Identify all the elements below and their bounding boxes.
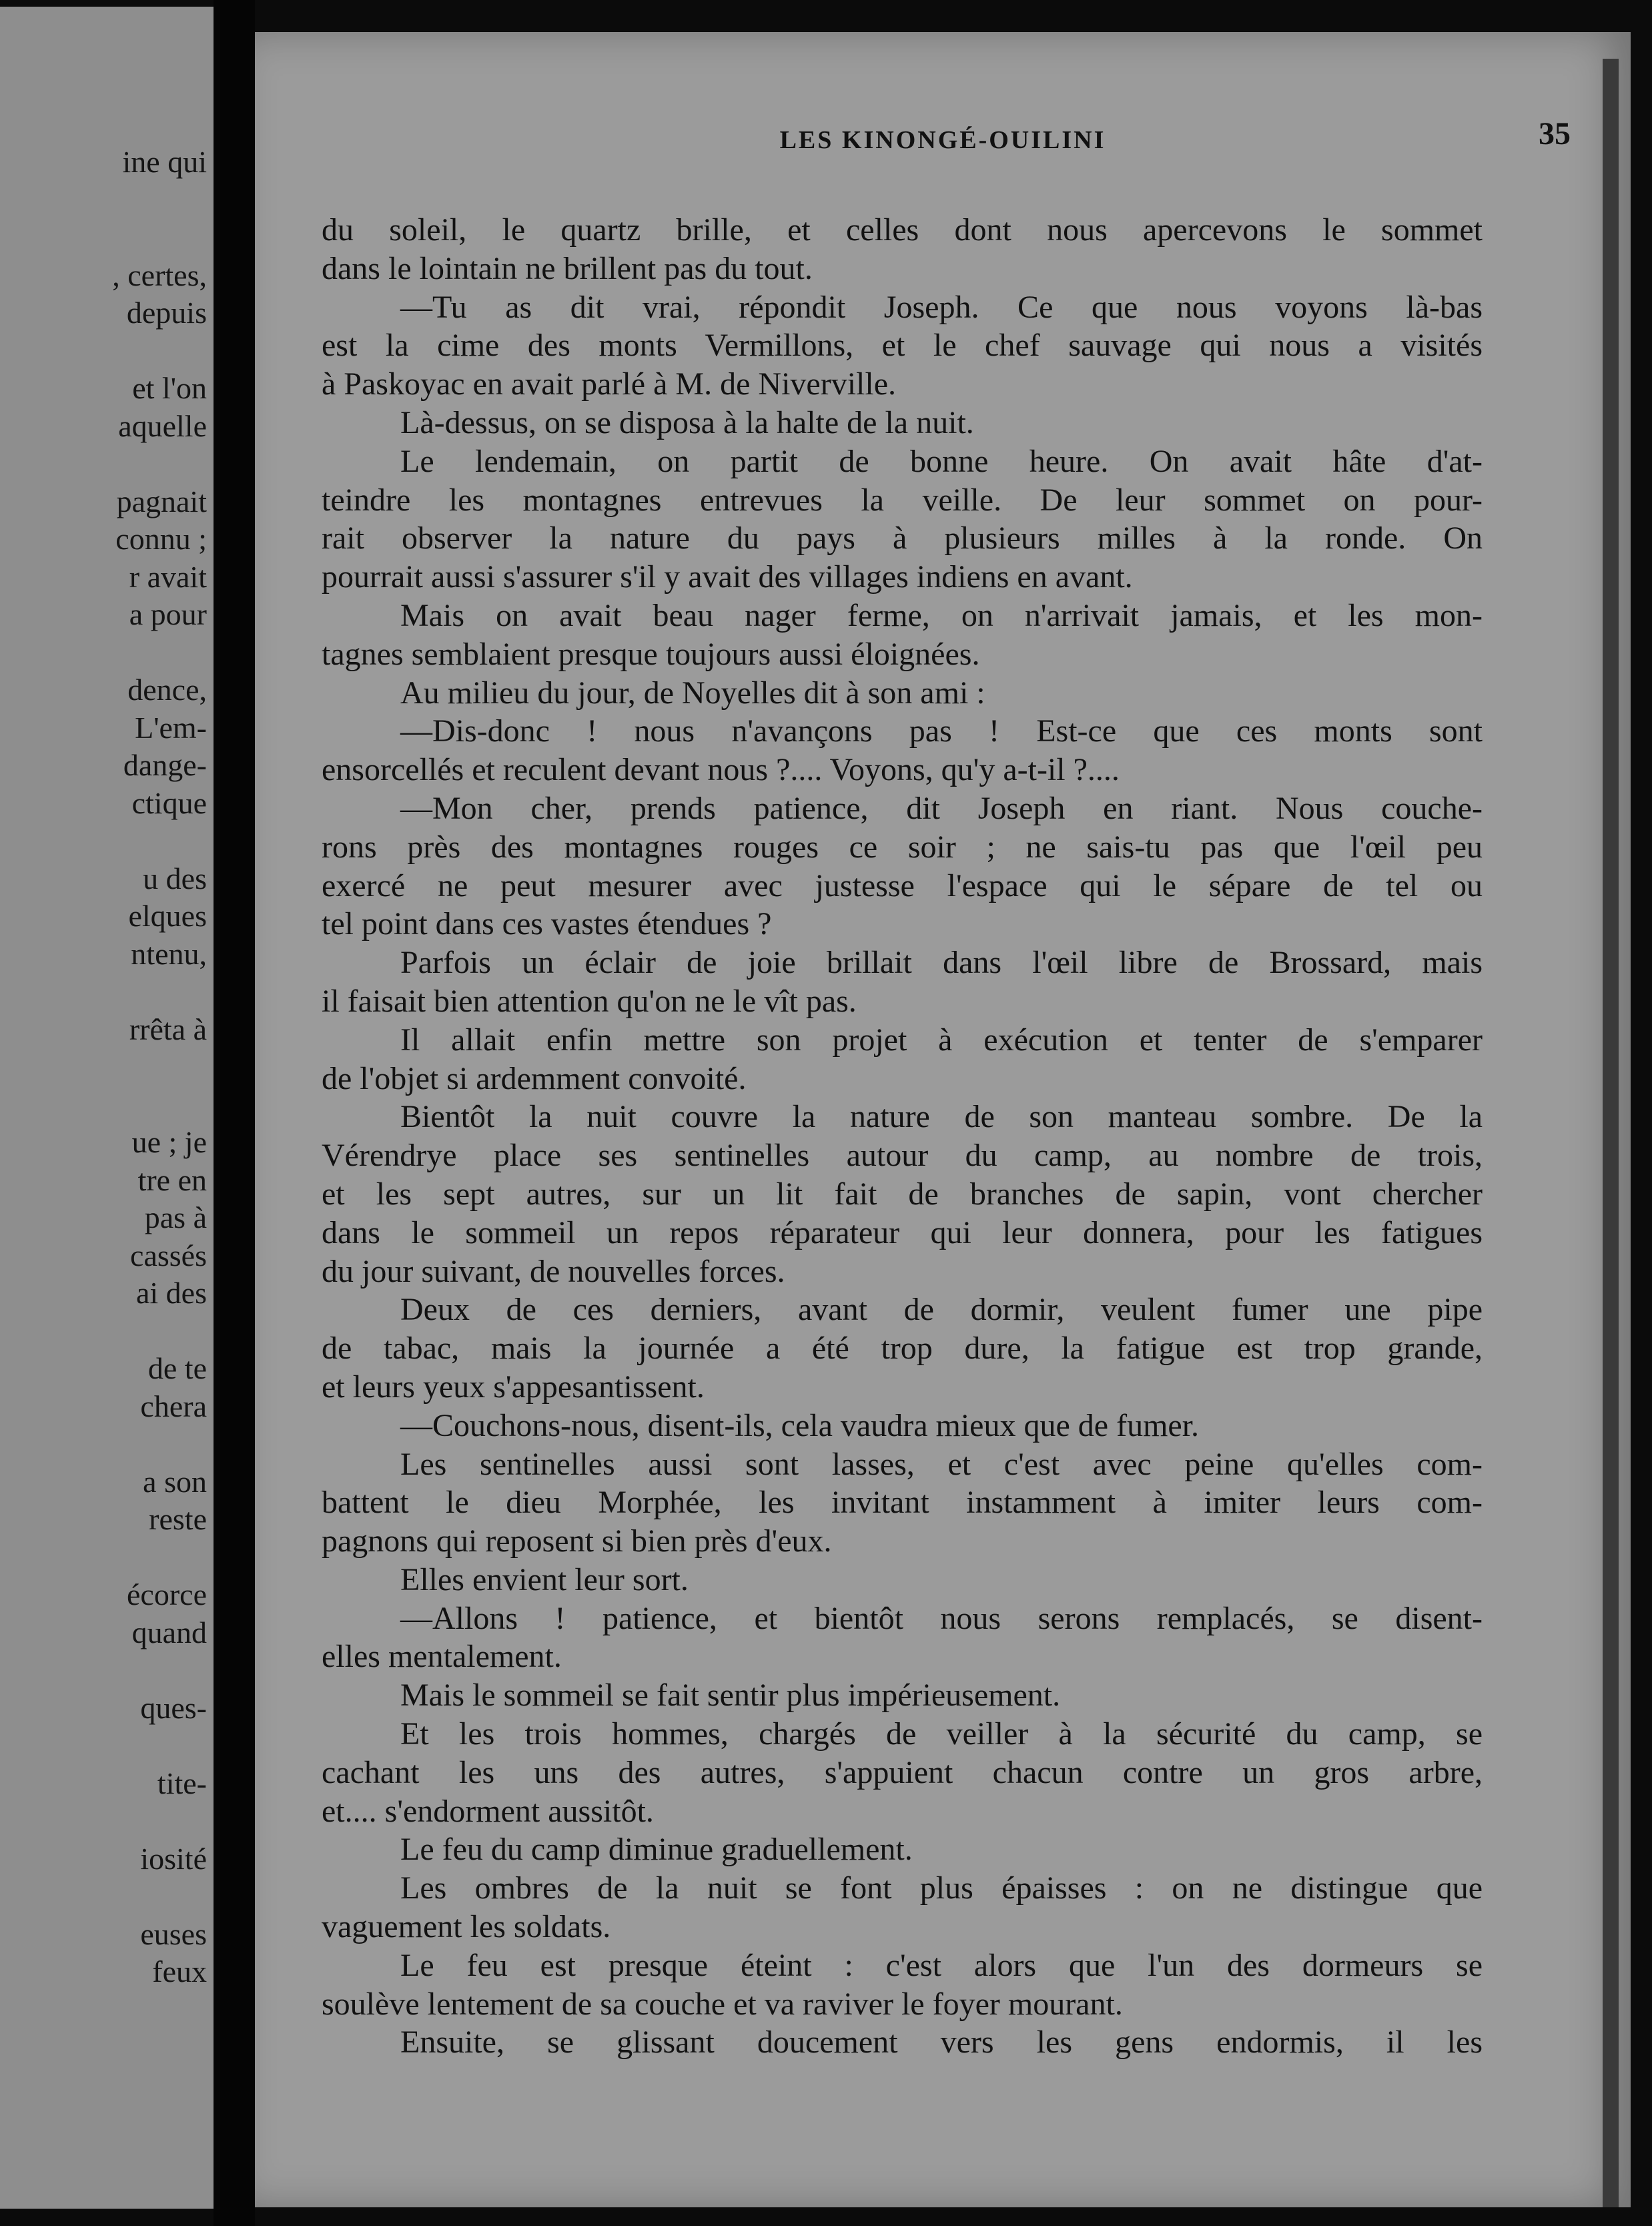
text-line: du soleil, le quartz brille, et celles dont nous apercevons le sommet: [322, 212, 1483, 248]
text-line: —Couchons-nous, disent-ils, cela vaudra mieux que de fumer.: [400, 1407, 1200, 1443]
facing-page-line: ai des: [135, 1276, 207, 1310]
text-line: de l'objet si ardemment convoité.: [322, 1060, 747, 1096]
facing-page-line: elques: [128, 899, 207, 933]
body-text: [322, 211, 1483, 2062]
book-gutter: [214, 0, 255, 2226]
facing-page-line: rrêta à: [129, 1012, 207, 1046]
facing-page-line: tre en: [137, 1162, 207, 1197]
text-line: Vérendrye place ses sentinelles autour du camp, au nombre de trois,: [322, 1138, 1483, 1174]
facing-page-line: reste: [149, 1502, 207, 1536]
text-line: pagnons qui reposent si bien près d'eux.: [322, 1523, 832, 1559]
text-line: Elles envient leur sort.: [400, 1561, 689, 1597]
facing-page-line: tite-: [157, 1766, 207, 1800]
text-line: Les ombres de la nuit se font plus épaisses : on ne distingue que: [400, 1870, 1483, 1906]
facing-page-line: ques-: [140, 1690, 207, 1725]
facing-page-line: écorce: [127, 1577, 207, 1611]
text-line: Il allait enfin mettre son projet à exécution et tenter de s'emparer: [400, 1022, 1483, 1058]
text-line: du jour suivant, de nouvelles forces.: [322, 1253, 785, 1289]
facing-page-line: cassés: [130, 1238, 207, 1272]
text-line: il faisait bien attention qu'on ne le vît pas.: [322, 983, 857, 1019]
text-line: Au milieu du jour, de Noyelles dit à son ami :: [400, 675, 985, 711]
text-line: est la cime des monts Vermillons, et le chef sauvage qui nous a visités: [322, 328, 1483, 364]
text-line: de tabac, mais la journée a été trop dure, la fatigue est trop grande,: [322, 1331, 1483, 1367]
text-line: ensorcellés et reculent devant nous ?.... Voyons, qu'y a-t-il ?....: [322, 752, 1120, 788]
facing-page-line: ntenu,: [131, 936, 207, 971]
facing-page-line: euses: [140, 1916, 207, 1951]
text-line: exercé ne peut mesurer avec justesse l'espace qui le sépare de tel ou: [322, 867, 1483, 903]
facing-page-line: depuis: [126, 296, 207, 330]
text-line: et les sept autres, sur un lit fait de branches de sapin, vont chercher: [322, 1176, 1483, 1212]
facing-page-line: quand: [131, 1615, 207, 1649]
facing-page-line: ine qui: [122, 145, 207, 179]
text-line: vaguement les soldats.: [322, 1909, 611, 1945]
text-line: rait observer la nature du pays à plusieurs milles à la ronde. On: [322, 520, 1483, 556]
text-line: Le feu du camp diminue graduellement.: [400, 1832, 913, 1868]
facing-page-line: feux: [152, 1954, 207, 1988]
text-line: cachant les uns des autres, s'appuient chacun contre un gros arbre,: [322, 1754, 1483, 1790]
text-line: —Tu as dit vrai, répondit Joseph. Ce que nous voyons là-bas: [400, 289, 1483, 325]
facing-page-fragment: [0, 7, 214, 2209]
text-line: Le feu est presque éteint : c'est alors que l'un des dormeurs se: [400, 1947, 1483, 1983]
facing-page-line: L'em-: [135, 710, 207, 745]
text-line: battent le dieu Morphée, les invitant instamment à imiter leurs com-: [322, 1485, 1483, 1521]
text-line: teindre les montagnes entrevues la veille. De leur sommet on pour-: [322, 482, 1483, 518]
facing-page-line: u des: [143, 861, 207, 895]
facing-page-line: dence,: [127, 673, 207, 707]
facing-page-line: iosité: [140, 1841, 207, 1876]
text-line: et.... s'endorment aussitôt.: [322, 1793, 654, 1829]
text-line: Le lendemain, on partit de bonne heure. On avait hâte d'at-: [400, 443, 1483, 479]
text-line: Parfois un éclair de joie brillait dans l'œil libre de Brossard, mais: [400, 945, 1483, 981]
text-line: tagnes semblaient presque toujours aussi éloignées.: [322, 636, 980, 672]
text-line: rons près des montagnes rouges ce soir ; ne sais-tu pas que l'œil peu: [322, 829, 1483, 865]
facing-page-line: pas à: [144, 1200, 207, 1234]
running-head: LES KINONGÉ-OUILINI: [779, 126, 1106, 154]
facing-page-line: aquelle: [118, 408, 207, 443]
facing-page-line: dange-: [123, 748, 207, 782]
facing-page-line: pagnait: [116, 484, 207, 518]
text-line: tel point dans ces vastes étendues ?: [322, 906, 772, 942]
facing-page-line: a son: [143, 1464, 207, 1499]
facing-page-line: chera: [140, 1389, 207, 1423]
facing-page-line: et l'on: [132, 371, 207, 405]
facing-page-line: connu ;: [115, 522, 207, 556]
facing-page-line: ue ; je: [131, 1125, 207, 1159]
text-line: dans le sommeil un repos réparateur qui leur donnera, pour les fatigues: [322, 1214, 1483, 1250]
text-line: soulève lentement de sa couche et va raviver le foyer mourant.: [322, 1986, 1123, 2022]
text-line: à Paskoyac en avait parlé à M. de Niverville.: [322, 366, 896, 402]
page-edge-shadow: [1603, 59, 1619, 2207]
book-page: [255, 32, 1631, 2207]
facing-page-line: de te: [147, 1351, 207, 1385]
facing-page-line: ctique: [131, 785, 207, 820]
text-line: —Dis-donc ! nous n'avançons pas ! Est-ce que ces monts sont: [400, 713, 1483, 749]
facing-page-line: , certes,: [112, 258, 207, 292]
text-line: —Mon cher, prends patience, dit Joseph en riant. Nous couche-: [400, 790, 1483, 826]
facing-page-line: a pour: [129, 597, 207, 631]
text-line: et leurs yeux s'appesantissent.: [322, 1369, 705, 1405]
text-line: Ensuite, se glissant doucement vers les gens endormis, il les: [400, 2024, 1483, 2061]
text-line: —Allons ! patience, et bientôt nous serons remplacés, se disent-: [400, 1600, 1483, 1636]
text-line: Là-dessus, on se disposa à la halte de la nuit.: [400, 404, 974, 440]
text-line: Et les trois hommes, chargés de veiller à la sécurité du camp, se: [400, 1716, 1483, 1752]
text-line: Les sentinelles aussi sont lasses, et c'est avec peine qu'elles com-: [400, 1446, 1483, 1482]
text-line: Bientôt la nuit couvre la nature de son manteau sombre. De la: [400, 1099, 1483, 1135]
text-line: dans le lointain ne brillent pas du tout.: [322, 250, 813, 286]
facing-page-line: r avait: [129, 559, 207, 594]
page-number: 35: [1539, 116, 1571, 151]
text-line: Mais le sommeil se fait sentir plus impérieusement.: [400, 1678, 1061, 1714]
text-line: Deux de ces derniers, avant de dormir, veulent fumer une pipe: [400, 1292, 1483, 1328]
text-line: elles mentalement.: [322, 1639, 562, 1675]
text-line: Mais on avait beau nager ferme, on n'arrivait jamais, et les mon-: [400, 597, 1483, 633]
text-line: pourrait aussi s'assurer s'il y avait des villages indiens en avant.: [322, 559, 1133, 595]
